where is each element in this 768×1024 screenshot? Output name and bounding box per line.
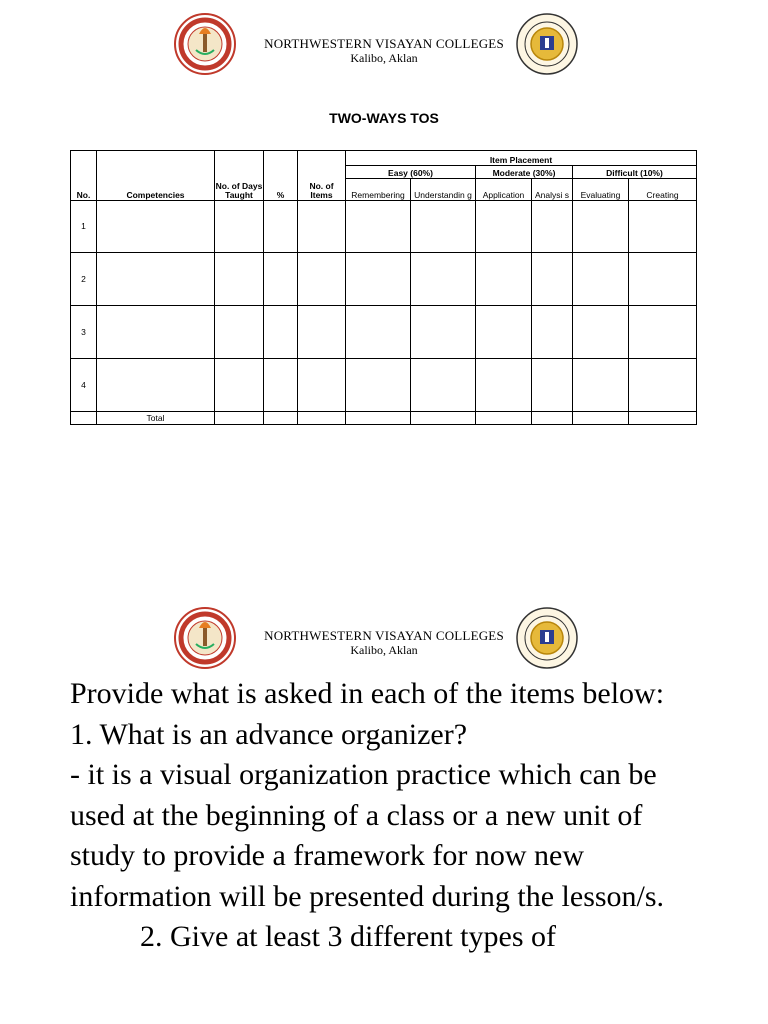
group-difficult-header: Difficult (10%) [573,166,697,179]
item-placement-header: Item Placement [346,151,697,166]
question-1: 1. What is an advance organizer? [70,717,468,751]
answer-1: - it is a visual organization practice which can be used at the beginning of a class or a new unit of study to provide a framework for now new information will be presented during the lesson/s. [70,758,665,913]
document-body [70,674,690,958]
row-number: 1 [71,201,97,253]
sub-header-analysis: Analysi s [532,179,573,201]
school-location: Kalibo, Aklan [350,51,418,65]
instruction-text: Provide what is asked in each of the items below: [70,677,665,710]
sub-header-creating: Creating [629,179,697,201]
sub-header-remembering: Remembering [346,179,411,201]
sub-header-application: Application [476,179,532,201]
group-moderate-header: Moderate (30%) [476,166,573,179]
table-row [71,359,697,412]
sub-header-understanding: Understandin g [411,179,476,201]
group-easy-header: Easy (60%) [346,166,476,179]
column-header-items: No. of Items [298,151,346,201]
row-number: 3 [71,306,97,359]
column-header-days-taught: No. of Days Taught [215,151,264,201]
row-number: 2 [71,253,97,306]
question-2: 2. Give at least 3 different types of [140,920,556,953]
school-name: NORTHWESTERN VISAYAN COLLEGES [264,628,504,643]
column-header-no: No. [71,151,97,201]
table-row [71,201,697,253]
column-header-competencies: Competencies [97,151,215,201]
table-row [71,306,697,359]
row-number: 4 [71,359,97,412]
school-name: NORTHWESTERN VISAYAN COLLEGES [264,36,504,51]
sub-header-evaluating: Evaluating [573,179,629,201]
column-header-percent: % [264,151,298,201]
total-row [71,412,697,425]
document-title: TWO-WAYS TOS [329,110,439,126]
table-row [71,253,697,306]
tos-table [70,150,697,425]
total-label: Total [97,412,215,425]
school-location: Kalibo, Aklan [350,643,418,657]
page-header-1 [0,12,768,92]
